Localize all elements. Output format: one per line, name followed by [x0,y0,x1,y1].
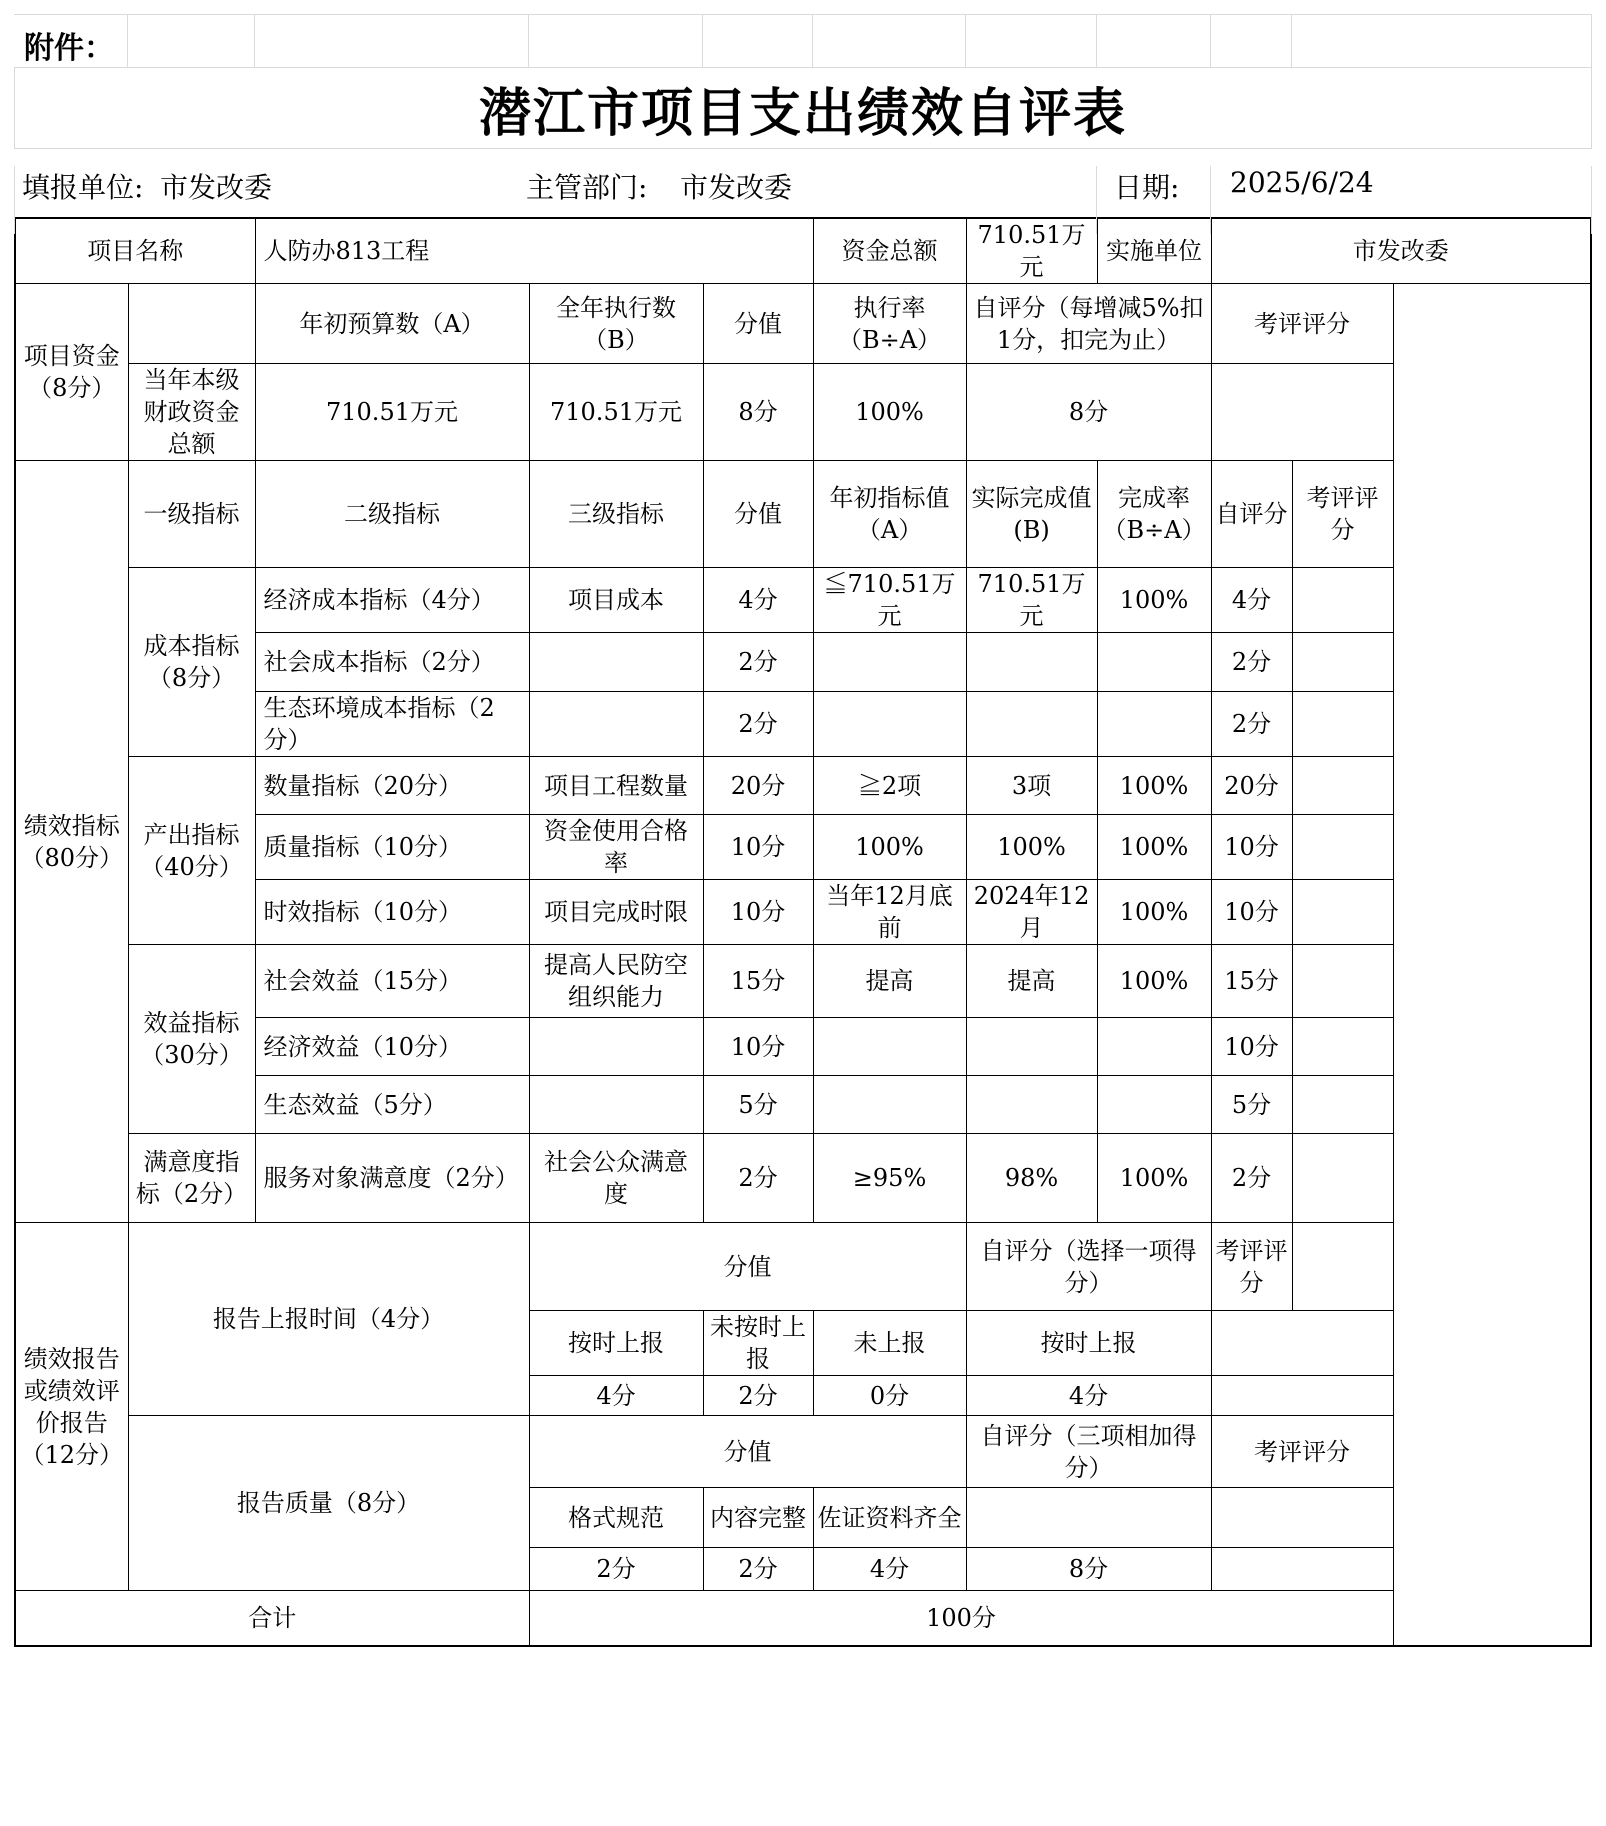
indicator-self: 2分 [1211,1134,1292,1223]
indicator-actual: 98% [966,1134,1097,1223]
meta-row [14,148,1592,217]
indicator-actual: 710.51万元 [966,568,1097,633]
indicator-target: 提高 [813,945,966,1018]
project-row [15,218,1591,284]
indicator-actual [966,1076,1097,1134]
funds-col-self: 自评分（每增减5%扣1分，扣完为止） [966,284,1211,364]
funds-col-budget: 年初预算数（A） [255,284,529,364]
page-title: 潜江市项目支出绩效自评表 [14,67,1592,148]
indicator-score: 5分 [703,1076,813,1134]
indicator-rate [1097,1018,1211,1076]
indicator-review [1292,945,1393,1018]
indicator-review [1292,633,1393,692]
indicator-l3: 提高人民防空组织能力 [529,945,703,1018]
indicator-l3: 社会公众满意度 [529,1134,703,1223]
indicator-target [813,1018,966,1076]
indicator-l3 [529,1076,703,1134]
indicator-rate [1097,692,1211,757]
table-row [15,945,1591,1018]
funds-total-label: 资金总额 [813,218,966,284]
report-quality-opt1-score: 2分 [529,1548,703,1591]
funds-row-label: 当年本级财政资金总额 [128,364,255,461]
indicator-l2: 质量指标（10分） [255,815,529,880]
report-quality-opt3: 佐证资料齐全 [813,1488,966,1548]
indicator-self: 10分 [1211,880,1292,945]
perf-col-rate: 完成率（B÷A） [1097,461,1211,568]
funds-col-score: 分值 [703,284,813,364]
indicator-self: 15分 [1211,945,1292,1018]
funds-col-review: 考评评分 [1211,284,1393,364]
perf-col-review: 考评评分 [1292,461,1393,568]
report-quality-self-blank [966,1488,1211,1548]
report-time-review-label: 考评评分 [1211,1223,1292,1311]
indicator-self: 2分 [1211,633,1292,692]
report-time-review-value [1211,1311,1393,1376]
indicator-l2: 社会成本指标（2分） [255,633,529,692]
indicator-target: ≥95% [813,1134,966,1223]
report-quality-opt2-score: 2分 [703,1548,813,1591]
funds-score: 8分 [703,364,813,461]
evaluation-sheet [14,14,1592,1647]
indicator-l2: 数量指标（20分） [255,757,529,815]
report-time-self-choice: 按时上报 [966,1311,1211,1376]
report-quality-review-label: 考评评分 [1211,1416,1393,1488]
report-section-label: 绩效报告或绩效评价报告（12分） [15,1223,128,1591]
indicator-target [813,633,966,692]
funds-section-label: 项目资金（8分） [15,284,128,461]
date-value: 2025/6/24 [1230,166,1374,199]
report-quality-opt3-score: 4分 [813,1548,966,1591]
indicator-actual: 提高 [966,945,1097,1018]
indicator-l3 [529,692,703,757]
funds-col-exec: 全年执行数（B） [529,284,703,364]
report-quality-score-label: 分值 [529,1416,966,1488]
table-row [15,757,1591,815]
indicator-rate [1097,633,1211,692]
indicator-target [813,692,966,757]
indicator-rate: 100% [1097,880,1211,945]
indicator-target: 100% [813,815,966,880]
indicator-self: 20分 [1211,757,1292,815]
group-cost: 成本指标（8分） [128,568,255,757]
indicator-score: 2分 [703,633,813,692]
total-value: 100分 [529,1591,1393,1646]
indicator-review [1292,815,1393,880]
table-row [15,568,1591,633]
indicator-score: 10分 [703,880,813,945]
perf-col-actual: 实际完成值(B) [966,461,1097,568]
indicator-score: 2分 [703,1134,813,1223]
date-label: 日期: [1114,171,1180,204]
total-row [15,1591,1591,1646]
table-row [15,1134,1591,1223]
indicator-review [1292,1134,1393,1223]
perf-section-label: 绩效指标（80分） [15,461,128,1223]
indicator-actual [966,692,1097,757]
dept-value: 市发改委 [680,171,793,204]
indicator-l3: 项目完成时限 [529,880,703,945]
indicator-review [1292,568,1393,633]
report-time-self-score: 4分 [966,1376,1211,1416]
indicator-rate: 100% [1097,815,1211,880]
report-time-opt1: 按时上报 [529,1311,703,1376]
indicator-score: 10分 [703,815,813,880]
impl-unit-value: 市发改委 [1211,218,1591,284]
perf-header-row [15,461,1591,568]
group-benefit: 效益指标（30分） [128,945,255,1134]
report-time-label: 报告上报时间（4分） [128,1223,529,1416]
indicator-rate: 100% [1097,757,1211,815]
report-quality-opt1: 格式规范 [529,1488,703,1548]
report-time-review-score [1211,1376,1393,1416]
indicator-self: 2分 [1211,692,1292,757]
indicator-score: 2分 [703,692,813,757]
indicator-review [1292,1018,1393,1076]
funds-header-row [15,284,1591,364]
group-satisfaction: 满意度指标（2分） [128,1134,255,1223]
funds-col-rate: 执行率（B÷A） [813,284,966,364]
indicator-score: 20分 [703,757,813,815]
impl-unit-label: 实施单位 [1097,218,1211,284]
indicator-l2: 经济效益（10分） [255,1018,529,1076]
funds-rate: 100% [813,364,966,461]
report-time-opt2: 未按时上报 [703,1311,813,1376]
report-quality-review-blank [1211,1488,1393,1548]
indicator-target: ≦710.51万元 [813,568,966,633]
indicator-self: 4分 [1211,568,1292,633]
report-time-opt1-score: 4分 [529,1376,703,1416]
perf-col-self: 自评分 [1211,461,1292,568]
report-quality-review-score [1211,1548,1393,1591]
unit-label: 填报单位: [22,171,144,204]
indicator-review [1292,692,1393,757]
attachment-row [14,14,1592,67]
indicator-review [1292,880,1393,945]
indicator-l3: 项目工程数量 [529,757,703,815]
funds-self: 8分 [966,364,1211,461]
dept-label: 主管部门: [526,171,648,204]
funds-exec: 710.51万元 [529,364,703,461]
indicator-target: ≧2项 [813,757,966,815]
indicator-score: 15分 [703,945,813,1018]
report-time-opt2-score: 2分 [703,1376,813,1416]
report-time-opt3: 未上报 [813,1311,966,1376]
report-quality-self-score: 8分 [966,1548,1211,1591]
indicator-actual [966,1018,1097,1076]
indicator-l2: 经济成本指标（4分） [255,568,529,633]
indicator-self: 10分 [1211,1018,1292,1076]
indicator-actual: 3项 [966,757,1097,815]
indicator-rate: 100% [1097,568,1211,633]
funds-blank-cell [128,284,255,364]
indicator-actual: 100% [966,815,1097,880]
report-time-self-label: 自评分（选择一项得分） [966,1223,1211,1311]
indicator-l3: 项目成本 [529,568,703,633]
indicator-self: 10分 [1211,815,1292,880]
indicator-rate [1097,1076,1211,1134]
indicator-rate: 100% [1097,945,1211,1018]
indicator-l3 [529,1018,703,1076]
perf-col-target: 年初指标值（A） [813,461,966,568]
indicator-target [813,1076,966,1134]
indicator-target: 当年12月底前 [813,880,966,945]
indicator-review [1292,1076,1393,1134]
indicator-actual [966,633,1097,692]
perf-col-l3: 三级指标 [529,461,703,568]
indicator-l2: 生态环境成本指标（2分） [255,692,529,757]
funds-total-value: 710.51万元 [966,218,1097,284]
report-time-score-label: 分值 [529,1223,966,1311]
attachment-label: 附件： [24,31,114,66]
indicator-actual: 2024年12月 [966,880,1097,945]
report-time-header-row [15,1223,1591,1311]
indicator-score: 10分 [703,1018,813,1076]
indicator-review [1292,757,1393,815]
indicator-l2: 社会效益（15分） [255,945,529,1018]
indicator-rate: 100% [1097,1134,1211,1223]
total-label: 合计 [15,1591,529,1646]
report-quality-header-row [15,1416,1591,1488]
project-name-label: 项目名称 [15,218,255,284]
perf-col-score: 分值 [703,461,813,568]
indicator-l2: 服务对象满意度（2分） [255,1134,529,1223]
perf-col-l1: 一级指标 [128,461,255,568]
unit-value: 市发改委 [160,171,273,204]
indicator-l2: 时效指标（10分） [255,880,529,945]
indicator-l2: 生态效益（5分） [255,1076,529,1134]
indicator-l3 [529,633,703,692]
indicator-self: 5分 [1211,1076,1292,1134]
funds-data-row [15,364,1591,461]
report-quality-self-label: 自评分（三项相加得分） [966,1416,1211,1488]
group-output: 产出指标（40分） [128,757,255,945]
evaluation-table [14,217,1592,1647]
perf-col-l2: 二级指标 [255,461,529,568]
project-name-value: 人防办813工程 [255,218,813,284]
report-time-opt3-score: 0分 [813,1376,966,1416]
indicator-l3: 资金使用合格率 [529,815,703,880]
funds-budget: 710.51万元 [255,364,529,461]
funds-review [1211,364,1393,461]
indicator-score: 4分 [703,568,813,633]
report-time-review-blank [1292,1223,1393,1311]
report-quality-label: 报告质量（8分） [128,1416,529,1591]
report-quality-opt2: 内容完整 [703,1488,813,1548]
